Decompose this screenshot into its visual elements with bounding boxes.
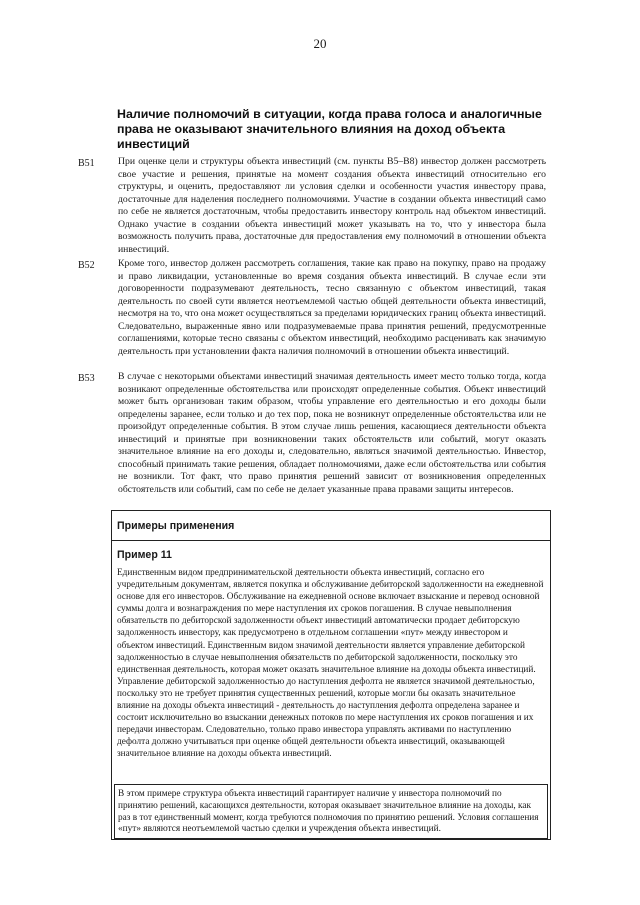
paragraph-text: В случае с некоторыми объектами инвестиций значимая деятельность имеет место только тогда, когда возникают определенные обстоятельства или происходят определенные события. Объект инвестиций может быть организован таким образом, чтобы управление его деятельностью и его доходы были определены заранее, если только и до тех пор, пока не возникнут определенные обстоятельства или не произойдут определенные события. В этом случае лишь решения, касающиеся деятельности объекта инвестиций и принятые при возникновении таких обстоятельств или событий, могут оказать значительное влияние на его доходы и, следовательно, являться значимой деятельностью. Инвестор, способный принимать такие решения, обладает полномочиями, даже если обстоятельства или события не возникли. Тот факт, что право принятия решений зависит от возникновения определенных обстоятельств или событий, сам по себе не делает указанные права правами защиты интересов.	[118, 371, 546, 495]
paragraph-b51	[118, 156, 546, 256]
examples-box	[111, 510, 551, 840]
example-title: Пример 11	[117, 549, 172, 561]
example-conclusion	[114, 784, 548, 839]
paragraph-b53	[118, 371, 546, 496]
paragraph-b52	[118, 258, 546, 358]
paragraph-label-b52: B52	[78, 260, 95, 271]
example-conclusion-text: В этом примере структура объекта инвестиций гарантирует наличие у инвестора полномочий по принятию решений, касающихся деятельности, которая оказывает значительное влияние на доходы, как раз в тот единственный момент, когда требуются полномочия по принятию решений. Условия соглашения «пут» являются неотъемлемой частью сделки и учреждения объекта инвестиций.	[118, 789, 539, 835]
paragraph-label-b53: B53	[78, 373, 95, 384]
example-body-text: Единственным видом предпринимательской деятельности объекта инвестиций, согласно его учредительным документам, является покупка и обслуживание дебиторской задолженности на ежедневной основе для его инвесторов. Обслуживание на ежедневной основе включает взыскание и перевод основной суммы долга и вознаграждения по мере наступления их сроков погашения. В случае невыполнения обязательств по дебиторской задолженности объект инвестиций автоматически продает дебиторскую задолженность инвестору, как предусмотрено в отдельном соглашении «пут» между инвестором и объектом инвестиций. Единственным видом значимой деятельности является управление дебиторской задолженностью в случае невыполнения обязательств по дебиторской задолженности, поскольку это единственная деятельность, которая может оказать значительное влияние на доходы объекта инвестиций. Управление дебиторской задолженностью до наступления дефолта не является значимой деятельностью, поскольку это не требует принятия существенных решений, которые могли бы оказать значительное влияние на доходы объекта инвестиций - деятельность до наступления дефолта определена заранее и состоит исключительно во взыскании денежных потоков по мере наступления их сроков погашения и их передачи инвесторам. Следовательно, только право инвестора управлять активами по наступлению дефолта должно учитываться при оценке общей деятельности объекта инвестиций, оказывающей значительное влияние на доходы объекта инвестиций.	[117, 568, 544, 760]
paragraph-text: Кроме того, инвестор должен рассмотреть соглашения, такие как право на покупку, право на продажу и право ликвидации, установленные во время создания объекта инвестиций. В случае если эти договоренности подразумевают деятельность, тесно связанную с объектом инвестиций, такая деятельность по своей сути является неотъемлемой частью общей деятельности объекта инвестиций, несмотря на то, что она может осуществляться за пределами юридических границ объекта инвестиций. Следовательно, выраженные явно или подразумеваемые права принятия решений, предусмотренные соглашениями, которые тесно связаны с объектом инвестиций, необходимо расценивать как значимую деятельность при установлении факта наличия полномочий в отношении объекта инвестиций.	[118, 258, 546, 357]
paragraph-label-b51: B51	[78, 158, 95, 169]
example-body	[117, 567, 545, 761]
paragraph-text: При оценке цели и структуры объекта инвестиций (см. пункты B5–B8) инвестор должен рассмотреть свое участие и решения, принятые на момент создания объекта инвестиций относительно его структуры, и оценить, предоставляют ли условия сделки и особенности участия инвестору права, достаточные для наделения последнего полномочиями. Участие в создании объекта инвестиций само по себе не является достаточным, чтобы предоставить инвестору контроль над объектом инвестиций. Однако участие в создании объекта инвестиций может указывать на то, что у инвестора была возможность получить права, достаточные для предоставления ему полномочий в отношении объекта инвестиций.	[118, 156, 546, 255]
examples-box-header: Примеры применения	[112, 511, 550, 541]
page-number: 20	[313, 36, 327, 51]
section-heading: Наличие полномочий в ситуации, когда права голоса и аналогичные права не оказывают значительного влияния на доход объекта инвестиций	[117, 107, 542, 151]
